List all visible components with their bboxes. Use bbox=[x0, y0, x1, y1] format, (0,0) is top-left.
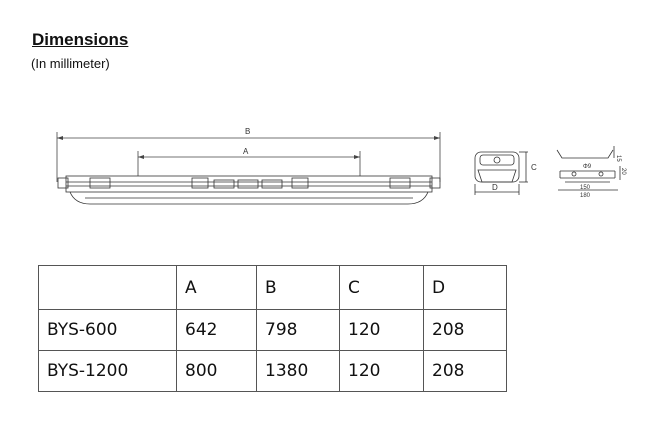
units-note: (In millimeter) bbox=[31, 56, 110, 71]
value-cell-b: 1380 bbox=[257, 351, 340, 392]
header-cell-c: C bbox=[340, 266, 424, 310]
dim-label-b: B bbox=[245, 127, 251, 136]
header-cell-model bbox=[39, 266, 177, 310]
value-cell-a: 642 bbox=[177, 310, 257, 351]
dim-label-c: C bbox=[531, 163, 537, 172]
model-cell: BYS-1200 bbox=[39, 351, 177, 392]
bracket-dim-150: 150 bbox=[580, 185, 591, 191]
dim-label-d: D bbox=[492, 183, 498, 192]
bracket-dim-180: 180 bbox=[580, 193, 591, 199]
table-header-row bbox=[39, 266, 507, 310]
fixture-end-view bbox=[475, 152, 528, 195]
section-title: Dimensions bbox=[32, 30, 129, 49]
table-row bbox=[39, 310, 507, 351]
value-cell-b: 798 bbox=[257, 310, 340, 351]
value-cell-d: 208 bbox=[424, 351, 507, 392]
bracket-dim-20: 20 bbox=[620, 168, 626, 175]
value-cell-a: 800 bbox=[177, 351, 257, 392]
header-cell-d: D bbox=[424, 266, 507, 310]
bracket-dim-15: 15 bbox=[615, 155, 621, 162]
bracket-dim-diameter: Φ9 bbox=[583, 164, 592, 170]
dim-label-a: A bbox=[243, 147, 249, 156]
value-cell-c: 120 bbox=[340, 310, 424, 351]
value-cell-d: 208 bbox=[424, 310, 507, 351]
header-cell-b: B bbox=[257, 266, 340, 310]
value-cell-c: 120 bbox=[340, 351, 424, 392]
table-row bbox=[39, 351, 507, 392]
header-cell-a: A bbox=[177, 266, 257, 310]
model-cell: BYS-600 bbox=[39, 310, 177, 351]
dimensions-table bbox=[38, 265, 507, 392]
fixture-side-view bbox=[58, 176, 440, 204]
